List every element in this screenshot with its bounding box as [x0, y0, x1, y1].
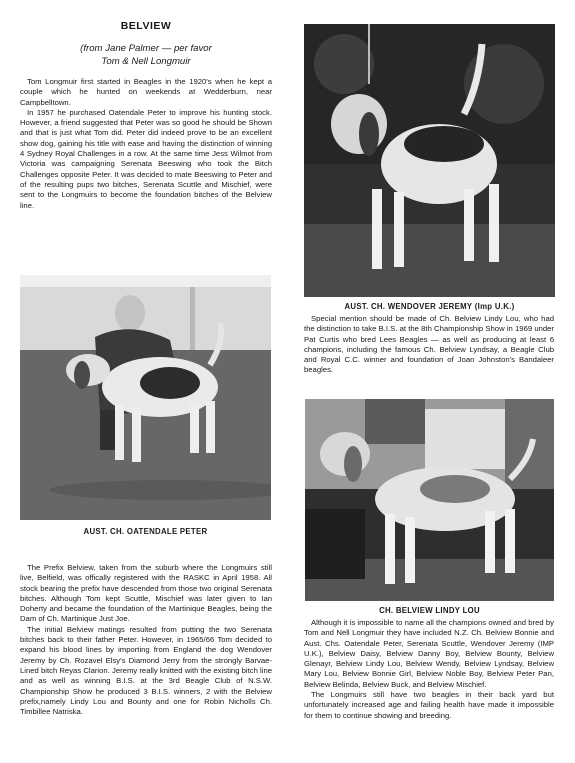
subtitle-line-2: Tom & Nell Longmuir — [101, 56, 191, 67]
paragraph: Tom Longmuir first started in Beagles in the 1920's when he kept a couple which he hunted on weekends at Wedderburn, near Campbelltown. — [20, 77, 272, 107]
paragraph: The Longmuirs still have two beagles in their back yard but unfortunately increased age and failing health have made it impossible for them to continue showing and breeding. — [304, 690, 554, 720]
paragraph: In 1957 he purchased Oatendale Peter to improve his hunting stock. However, a friend suggested that Peter was so good he should be Shown and that is just what Tom did. Peter did indeed prove to be an excellent show dog, gaining his title with ease and having the distinction of winning 4 Sydney Royal Challenges in a row. At the same time Jess Wilmot from Victoria was campaigning Serenata Beeswing who took the Bitch Challenges opposite Peter. It was decided to mate Beeswing to Peter and of the resulting pups two bitches, Serenata Scuttle and Mischief, were sent to the Longmuirs to become the foundation bitches of the Belview line. — [20, 107, 272, 210]
caption-wendover-jeremy: AUST. CH. WENDOVER JEREMY (Imp U.K.) — [344, 302, 515, 311]
champions-text — [304, 618, 554, 721]
paragraph: Special mention should be made of Ch. Belview Lindy Lou, who had the distinction to take B.I.S. at the 8th Championship Show in 1969 under Pat Curtis who bred Lees Beagles — as well as producing at least 6 champions, including the famous Ch. Belview Lyndsay, a Beagle Club and Royal C.C. winner and foundation of Joan Johnston's Bandaleer beagles. — [304, 314, 554, 375]
photo-oatendale-peter — [20, 275, 271, 520]
paragraph: Although it is impossible to name all the champions owned and bred by Tom and Nell Longmuir they have included N.Z. Ch. Belview Bonnie and Aust. Chs. Oatendale Peter, Serenata Scuttle, Wendover Jeremy (IMP U.K.), Belview Daisy, Belview Danny Boy, Belview Bounty, Belview Glenayr, Belview Lindy Lou, Belview Wendy, Belview Lyndsay, Belview Mary Lou, Belview Bonnie Girl, Belview Noble Boy, Belview Peter Pan, Belview Belinda, Belview Buck, and Belview Mischief. — [304, 618, 554, 689]
article-title: BELVIEW — [120, 20, 172, 32]
caption-lindy-lou: CH. BELVIEW LINDY LOU — [379, 606, 480, 615]
subtitle-line-1: (from Jane Palmer — per favor — [80, 43, 212, 54]
prefix-text — [20, 563, 272, 717]
caption-oatendale-peter: AUST. CH. OATENDALE PETER — [83, 527, 208, 536]
lindy-lou-text — [304, 314, 554, 376]
photo-wendover-jeremy — [304, 24, 555, 297]
article-subtitle — [20, 42, 272, 68]
paragraph: The initial Belview matings resulted from putting the two Serenata bitches back to their father Peter. However, in 1965/66 Tom decided to expand his blood lines by importing from England the dog Wendover Jeremy by Ch. Rozavel Elsy's Diamond Jerry from the strongly Barvae-Lined bitch Reyas Clarion. Jeremy really knitted with the existing bitch line and as well as winning B.I.S. at the 3rd Beagle Club of N.S.W. Championship Show he produced 3 B.I.S. winners, 2 with the Belview prefix,namely Lindy Lou and Bounty and one for Robin Nicholls Ch. Timbillee Natriska. — [20, 624, 272, 717]
photo-lindy-lou — [305, 399, 554, 601]
paragraph: The Prefix Belview, taken from the suburb where the Longmuirs still live, Belfield, was offically registered with the RASKC in April 1958. All stock bearing the prefix have descended from those two original Serenata bitches. Although Tom kept Scuttle, Mischief was later given to Ian Doherty and became the foundation of the Martinique Beagles, being the Dam of Ch. Martinique Just Joe. — [20, 563, 272, 624]
intro-text — [20, 77, 272, 211]
